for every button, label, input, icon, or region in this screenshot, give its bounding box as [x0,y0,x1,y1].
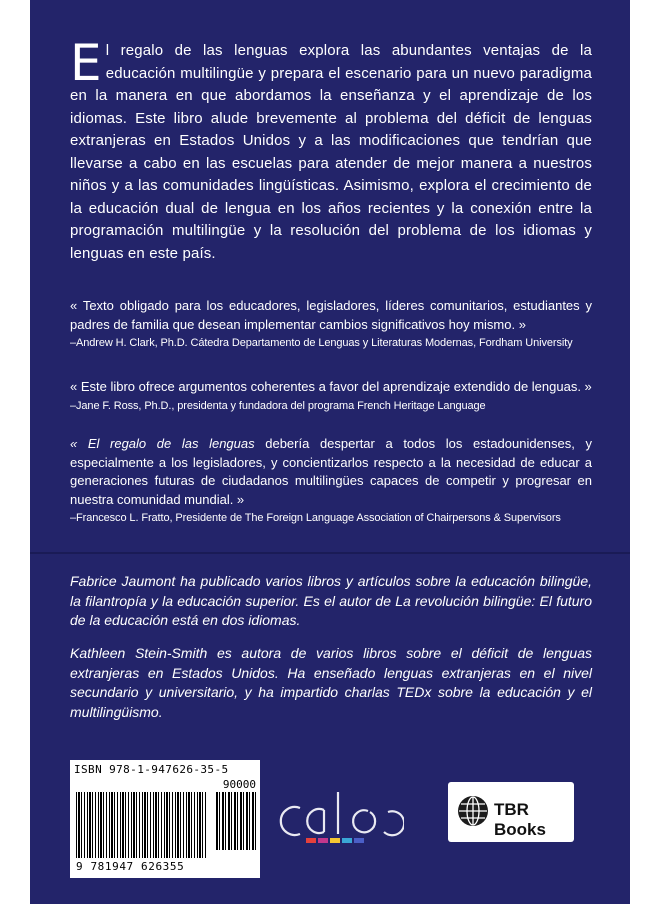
book-blurb [70,34,592,265]
testimonial-quote [70,297,592,352]
section-divider [30,552,630,554]
quote-attribution: –Andrew H. Clark, Ph.D. Cátedra Departamento de Lenguas y Literaturas Modernas, Fordham University [70,337,573,349]
barcode-icon [76,792,208,858]
quote-text: debería despertar a todos los estadounidenses, y especialmente a los legisladores, y concientizarlos respecto a la necesidad de educar a generaciones futuras de ciudadanos multilingües capaces de competir y progresar en nuestra comunidad mundial. » [70,436,592,507]
author-bio: Fabrice Jaumont ha publicado varios libros y artículos sobre la educación bilingüe, la filantropía y la educación superior. Es el autor de La revolución bilingüe: El futuro de la educación está en dos idiomas. [70,573,592,628]
ean-number: 9 781947 626355 [76,860,185,873]
publisher-name: TBR Books [494,800,546,839]
globe-icon [456,794,490,828]
quote-attribution: –Francesco L. Fratto, Presidente de The Foreign Language Association of Chairpersons & Supervisors [70,512,561,524]
quote-attribution: –Jane F. Ross, Ph.D., presidenta y fundadora del programa French Heritage Language [70,399,486,412]
author-bio: Kathleen Stein-Smith es autora de varios libros sobre el déficit de lenguas extranjeras en Estados Unidos. Ha enseñado lenguas extranjeras en el nivel secundario y universitario, y ha impartido charlas TEDx sobre la educación y el multilingüismo. [70,645,592,720]
blurb-text: l regalo de las lenguas explora las abundantes ventajas de la educación multilingüe y prepara el escenario para un nuevo paradigma en la manera en que abordamos la enseñanza y el aprendizaje de los idiomas. Este libro alude brevemente al problema del déficit de lenguas extranjeras en Estados Unidos y a las modificaciones que tendrían que llevarse a cabo en las escuelas para atender de mejor manera a nuestros niños y a las comunidades lingüísticas. Asimismo, explora el crecimiento de la educación dual de lengua en los años recientes y la conexión entre la programación multilingüe y la resolución del problema de los idiomas y lenguas en este país. [70,42,592,262]
drop-cap: E [70,34,102,92]
caleo-wordmark: caleo [339,840,343,841]
back-cover [30,0,630,904]
price-code: 90000 [222,778,256,791]
quote-book-title: « El regalo de las lenguas [70,436,255,451]
tbr-books-logo [448,782,574,842]
testimonial-quote [70,435,592,527]
barcode-addon-icon [216,792,256,850]
isbn-number: ISBN 978-1-947626-35-5 [74,763,229,776]
quote-text: « Texto obligado para los educadores, legisladores, líderes comunitarios, estudiantes y padres de familia que desean implementar cambios significativos hoy mismo. » [70,298,592,332]
quote-text: « Este libro ofrece argumentos coherentes a favor del aprendizaje extendido de lenguas. » [70,379,592,394]
isbn-barcode [70,760,260,878]
caleo-logo [278,780,404,850]
testimonial-quote [70,378,592,415]
